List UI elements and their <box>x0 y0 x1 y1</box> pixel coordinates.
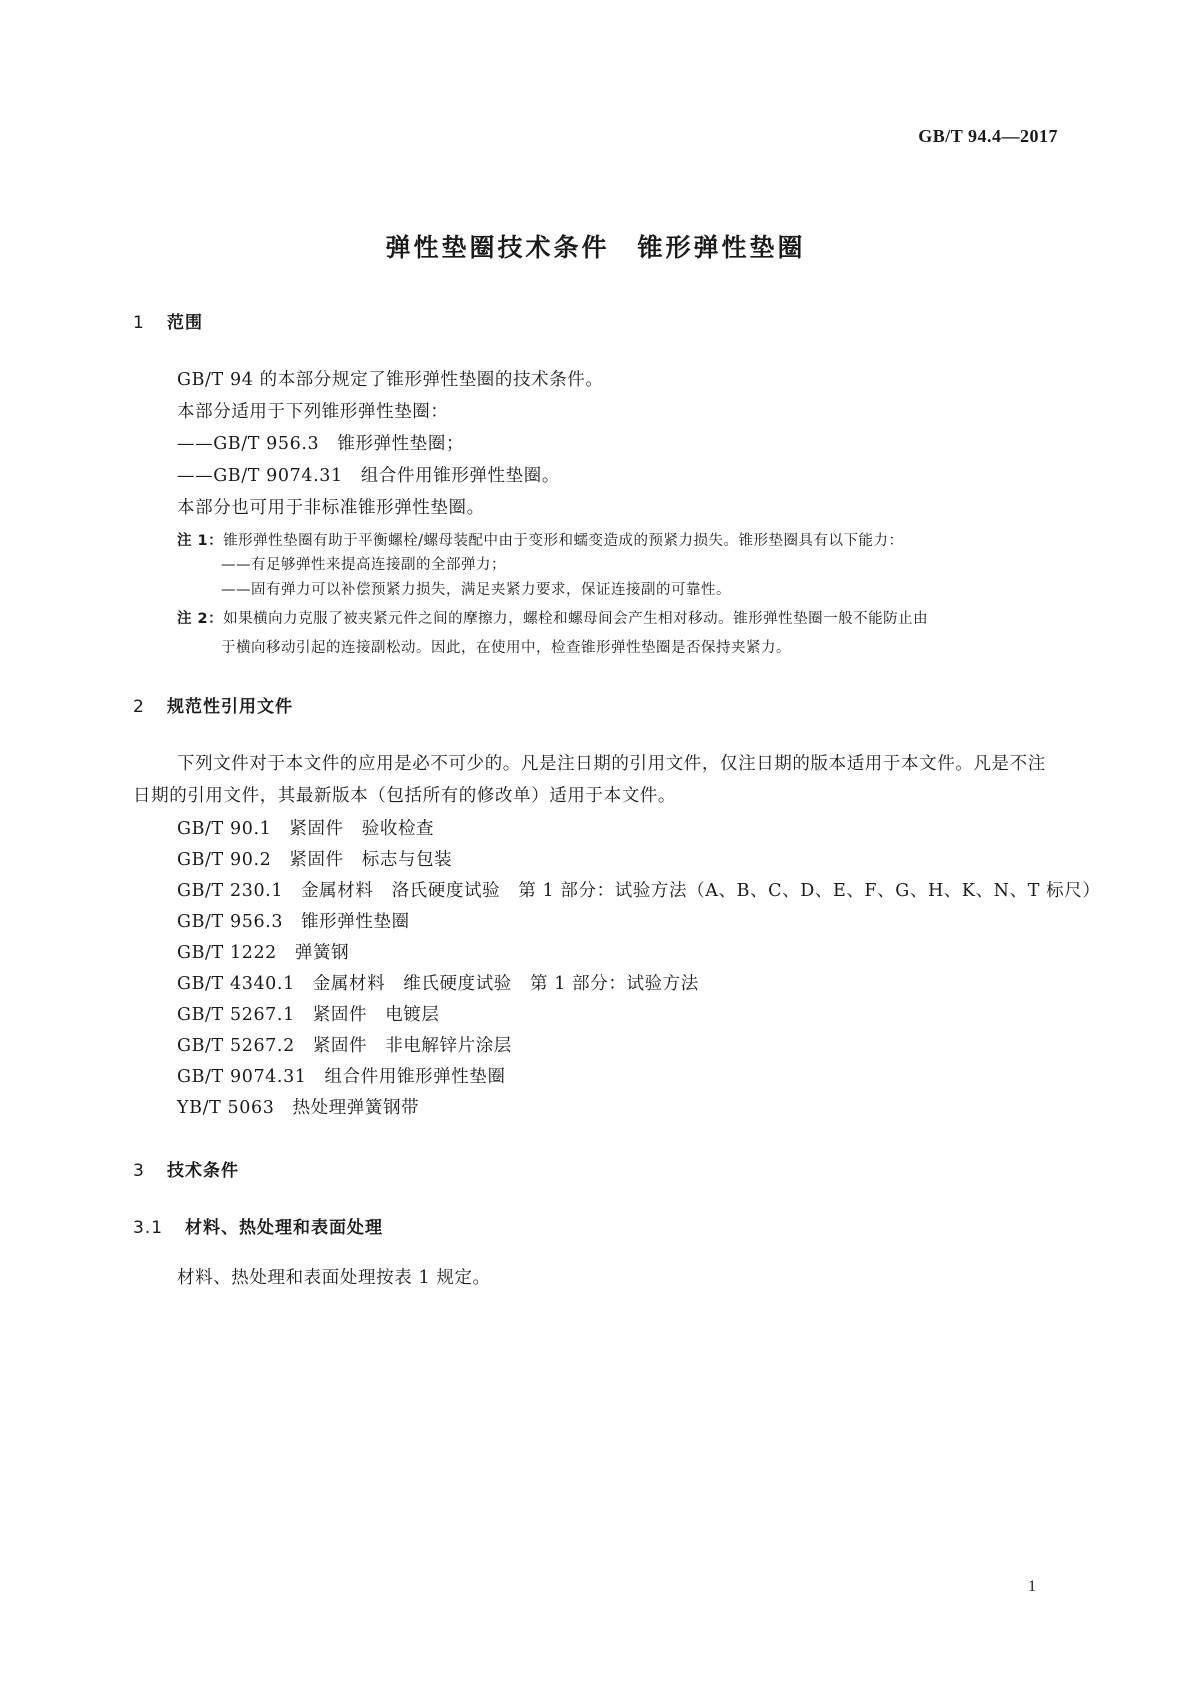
reference-code: GB/T 4340.1 <box>177 974 295 994</box>
scope-paragraph-3: 本部分也可用于非标准锥形弹性垫圈。 <box>177 498 485 518</box>
reference-code: GB/T 1222 <box>177 943 277 963</box>
reference-title: 锥形弹性垫圈 <box>301 912 410 932</box>
reference-code: GB/T 5267.2 <box>177 1036 295 1056</box>
note-text: 如果横向力克服了被夹紧元件之间的摩擦力，螺栓和螺母间会产生相对移动。锥形弹性垫圈一般不能防止由 <box>223 611 929 627</box>
reference-title: 紧固件 电镀层 <box>312 1005 440 1025</box>
reference-code: GB/T 90.2 <box>177 850 272 870</box>
reference-item <box>177 846 452 871</box>
note-1 <box>177 529 904 550</box>
reference-item <box>177 1001 440 1026</box>
note-list-item: ——有足够弹性来提高连接副的全部弹力； <box>221 557 506 573</box>
subsection-3-1-heading <box>133 1213 383 1238</box>
subsection-3-1-text: 材料、热处理和表面处理按表 1 规定。 <box>177 1268 491 1288</box>
section-title: 规范性引用文件 <box>167 697 293 717</box>
list-item: ——GB/T 956.3 锥形弹性垫圈； <box>177 434 465 454</box>
reference-code: GB/T 956.3 <box>177 912 284 932</box>
reference-title: 紧固件 非电解锌片涂层 <box>312 1036 512 1056</box>
reference-item <box>177 815 434 840</box>
section-3-heading <box>133 1156 239 1181</box>
reference-code: GB/T 230.1 <box>177 881 284 901</box>
normative-references-intro: 下列文件对于本文件的应用是必不可少的。凡是注日期的引用文件，仅注日期的版本适用于本文件。凡是不注日期的引用文件，其最新版本（包括所有的修改单）适用于本文件。 <box>133 754 1046 806</box>
reference-item <box>177 970 699 995</box>
reference-title: 紧固件 标志与包装 <box>289 850 453 870</box>
reference-title: 组合件用锥形弹性垫圈 <box>324 1067 506 1087</box>
section-title: 技术条件 <box>167 1161 239 1181</box>
reference-code: GB/T 9074.31 <box>177 1067 307 1087</box>
page-number: 1 <box>1028 1578 1036 1595</box>
section-1-heading <box>133 308 203 333</box>
note-text-continued: 于横向移动引起的连接副松动。因此，在使用中，检查锥形弹性垫圈是否保持夹紧力。 <box>221 640 791 656</box>
reference-title: 金属材料 维氏硬度试验 第 1 部分：试验方法 <box>312 974 699 994</box>
reference-code: GB/T 5267.1 <box>177 1005 295 1025</box>
scope-paragraph-2: 本部分适用于下列锥形弹性垫圈： <box>177 402 449 422</box>
reference-item <box>177 939 349 964</box>
reference-code: GB/T 90.1 <box>177 819 272 839</box>
reference-title: 紧固件 验收检查 <box>289 819 435 839</box>
reference-item <box>177 877 1100 902</box>
scope-paragraph-1: GB/T 94 的本部分规定了锥形弹性垫圈的技术条件。 <box>177 370 604 390</box>
note-label: 注 2： <box>177 611 224 627</box>
note-text: 锥形弹性垫圈有助于平衡螺栓/螺母装配中由于变形和蠕变造成的预紧力损失。锥形垫圈具有以下能力： <box>223 533 904 549</box>
reference-title: 热处理弹簧钢带 <box>292 1098 420 1118</box>
reference-item <box>177 908 410 933</box>
standard-number: GB/T 94.4—2017 <box>918 126 1058 146</box>
reference-item <box>177 1094 419 1119</box>
list-item: ——GB/T 9074.31 组合件用锥形弹性垫圈。 <box>177 466 560 486</box>
reference-title: 金属材料 洛氏硬度试验 第 1 部分：试验方法（A、B、C、D、E、F、G、H、K、N、T 标尺） <box>301 881 1101 901</box>
note-label: 注 1： <box>177 533 224 549</box>
subsection-title: 材料、热处理和表面处理 <box>185 1218 383 1238</box>
reference-code: YB/T 5063 <box>177 1098 275 1118</box>
note-list-item: ——固有弹力可以补偿预紧力损失，满足夹紧力要求，保证连接副的可靠性。 <box>221 582 731 598</box>
page-title: 弹性垫圈技术条件 锥形弹性垫圈 <box>385 233 806 262</box>
section-number: 2 <box>133 697 145 717</box>
reference-item <box>177 1063 506 1088</box>
subsection-number: 3.1 <box>133 1218 164 1238</box>
note-2 <box>177 607 928 628</box>
section-number: 3 <box>133 1161 145 1181</box>
section-number: 1 <box>133 313 145 333</box>
reference-title: 弹簧钢 <box>294 943 350 963</box>
section-2-heading <box>133 692 293 717</box>
section-title: 范围 <box>167 313 203 333</box>
reference-item <box>177 1032 512 1057</box>
